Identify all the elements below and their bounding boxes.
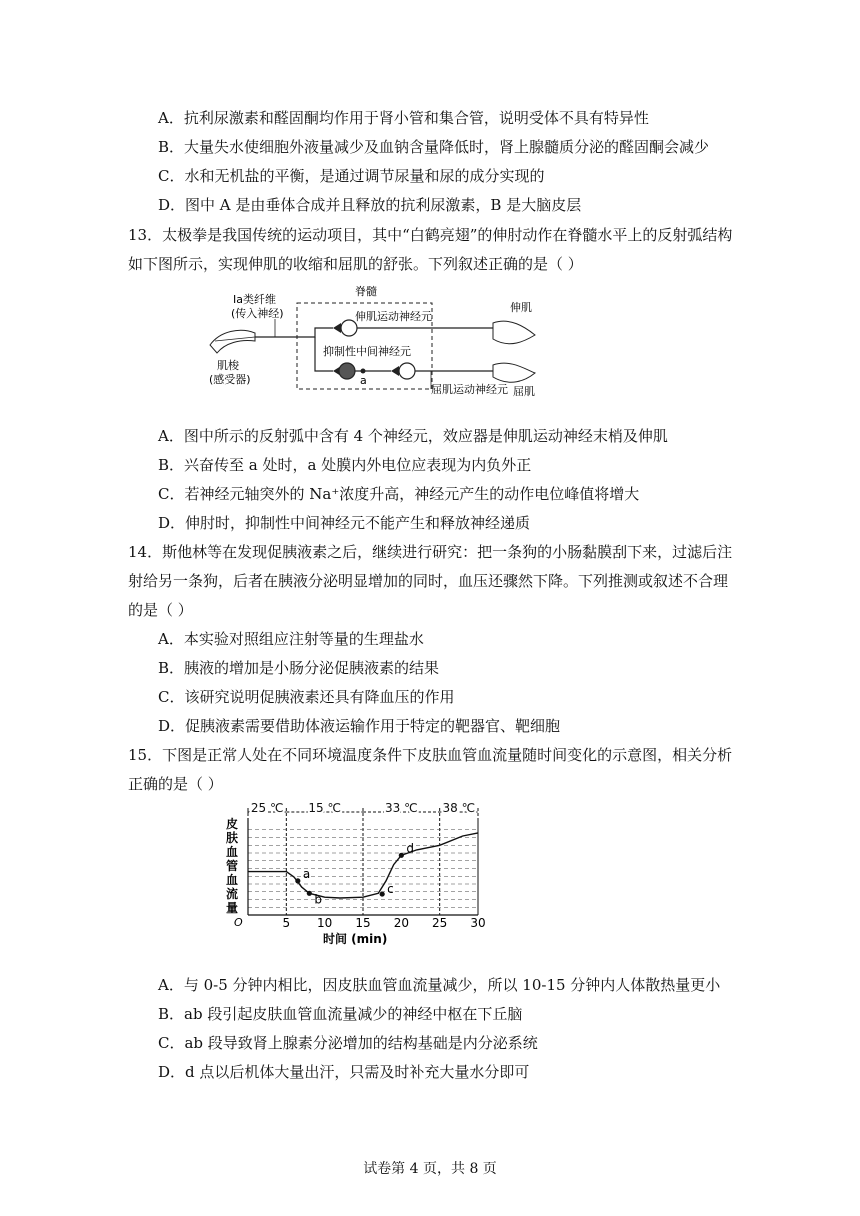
q12-option-d: D．图中 A 是由垂体合成并且释放的抗利尿激素，B 是大脑皮层 bbox=[158, 196, 582, 214]
x-tick-label: 30 bbox=[470, 916, 486, 930]
flexor-neuron-label: 屈肌运动神经元 bbox=[431, 383, 508, 396]
temp-band-label: 38 ℃ bbox=[442, 801, 476, 815]
q15-option-a-wrap bbox=[128, 975, 720, 995]
spindle-label-1: 肌梭 bbox=[217, 359, 239, 372]
x-axis-label: 时间 (min) bbox=[323, 932, 388, 946]
point-a-label: a bbox=[360, 374, 367, 387]
q13-option-a: A．图中所示的反射弧中含有 4 个神经元，效应器是伸肌运动神经末梢及伸肌 bbox=[158, 427, 668, 445]
reflex-arc-diagram bbox=[195, 283, 545, 398]
x-tick-label: 20 bbox=[393, 916, 409, 930]
y-label-char: 肤 bbox=[226, 831, 239, 845]
flexor-label: 屈肌 bbox=[513, 385, 535, 398]
extensor-muscle-shape bbox=[493, 321, 535, 344]
temp-band-label: 33 ℃ bbox=[385, 801, 418, 815]
q12-option-a: A．抗利尿激素和醛固酮均作用于肾小管和集合管，说明受体不具有特异性 bbox=[158, 109, 649, 127]
spinal-cord-label: 脊髓 bbox=[355, 285, 377, 298]
q15-option-c: C．ab 段导致肾上腺素分泌增加的结构基础是内分泌系统 bbox=[158, 1034, 538, 1052]
q14-option-d: D．促胰液素需要借助体液运输作用于特定的靶器官、靶细胞 bbox=[158, 717, 561, 735]
point-label-a: a bbox=[302, 866, 311, 881]
y-axis-label bbox=[226, 816, 238, 915]
q14-option-c: C．该研究说明促胰液素还具有降血压的作用 bbox=[158, 688, 455, 706]
fiber-label-2: (传入神经) bbox=[231, 307, 284, 320]
extensor-label: 伸肌 bbox=[510, 301, 532, 314]
q14-option-b: B．胰液的增加是小肠分泌促胰液素的结果 bbox=[158, 659, 440, 677]
x-tick-label: 5 bbox=[282, 916, 291, 930]
point-c bbox=[380, 891, 385, 896]
q15-stem-line-1: 15．下图是正常人处在不同环境温度条件下皮肤血管血流量随时间变化的示意图，相关分析 bbox=[128, 746, 733, 764]
q12-option-b: B．大量失水使细胞外液量减少及血钠含量降低时，肾上腺髓质分泌的醛固酮会减少 bbox=[158, 138, 710, 156]
q15-option-a: A．与 0-5 分钟内相比，因皮肤血管血流量减少，所以 10-15 分钟内人体散热量更小 bbox=[158, 976, 721, 994]
point-d bbox=[399, 853, 404, 858]
fiber-label-1: Ⅰa类纤维 bbox=[233, 293, 276, 306]
point-label-c: c bbox=[387, 882, 394, 897]
q14-stem-line-1: 14．斯他林等在发现促胰液素之后，继续进行研究：把一条狗的小肠黏膜刮下来，过滤后注 bbox=[128, 543, 733, 561]
x-tick-label: 15 bbox=[355, 916, 371, 930]
y-label-char: 管 bbox=[226, 859, 239, 873]
q15-option-b: B．ab 段引起皮肤血管血流量减少的神经中枢在下丘脑 bbox=[158, 1005, 523, 1023]
blood-flow-chart bbox=[220, 800, 490, 950]
q15-stem-line-2: 正确的是（ ） bbox=[128, 775, 223, 793]
y-label-char: 血 bbox=[226, 873, 239, 887]
point-label-b: b bbox=[314, 892, 322, 907]
q14-option-a: A．本实验对照组应注射等量的生理盐水 bbox=[158, 630, 424, 648]
flexor-neuron-body bbox=[399, 363, 415, 379]
muscle-spindle-shape bbox=[210, 330, 255, 353]
inhibitory-neuron-body bbox=[339, 363, 355, 379]
flexor-muscle-shape bbox=[493, 363, 535, 382]
temp-band-label: 15 ℃ bbox=[308, 801, 341, 815]
x-tick-label: 25 bbox=[432, 916, 448, 930]
q13-option-c: C．若神经元轴突外的 Na⁺浓度升高，神经元产生的动作电位峰值将增大 bbox=[158, 485, 640, 503]
spindle-label-2: (感受器) bbox=[209, 373, 251, 386]
y-label-char: 皮 bbox=[226, 817, 239, 831]
y-label-char: 流 bbox=[226, 887, 239, 901]
point-label-d: d bbox=[406, 841, 414, 856]
q13-option-b: B．兴奋传至 a 处时，a 处膜内外电位应表现为内负外正 bbox=[158, 456, 532, 474]
page-footer: 试卷第 4 页，共 8 页 bbox=[363, 1161, 497, 1177]
origin-label: O bbox=[234, 916, 243, 929]
q13-option-d: D．伸肘时，抑制性中间神经元不能产生和释放神经递质 bbox=[158, 514, 531, 532]
y-label-char: 量 bbox=[226, 901, 239, 915]
point-b bbox=[307, 891, 312, 896]
q13-stem-line-1: 13．太极拳是我国传统的运动项目，其中“白鹤亮翅”的伸肘动作在脊髓水平上的反射弧结构 bbox=[128, 226, 733, 244]
point-a bbox=[295, 878, 300, 883]
x-tick-label: 10 bbox=[317, 916, 333, 930]
inhibitory-neuron-label: 抑制性中间神经元 bbox=[323, 345, 411, 358]
temp-band-label: 25 ℃ bbox=[250, 801, 284, 815]
q14-stem-line-2: 射给另一条狗，后者在胰液分泌明显增加的同时，血压还骤然下降。下列推测或叙述不合理 bbox=[128, 572, 729, 590]
point-a-marker bbox=[361, 369, 366, 374]
q13-stem-line-2: 如下图所示，实现伸肌的收缩和屈肌的舒张。下列叙述正确的是（ ） bbox=[128, 255, 583, 273]
q14-stem-line-3: 的是（ ） bbox=[128, 601, 193, 619]
y-label-char: 血 bbox=[226, 845, 239, 859]
q15-option-d: D．d 点以后机体大量出汗，只需及时补充大量水分即可 bbox=[158, 1063, 530, 1081]
extensor-neuron-label: 伸肌运动神经元 bbox=[355, 310, 432, 323]
q12-option-c: C．水和无机盐的平衡，是通过调节尿量和尿的成分实现的 bbox=[158, 167, 545, 185]
